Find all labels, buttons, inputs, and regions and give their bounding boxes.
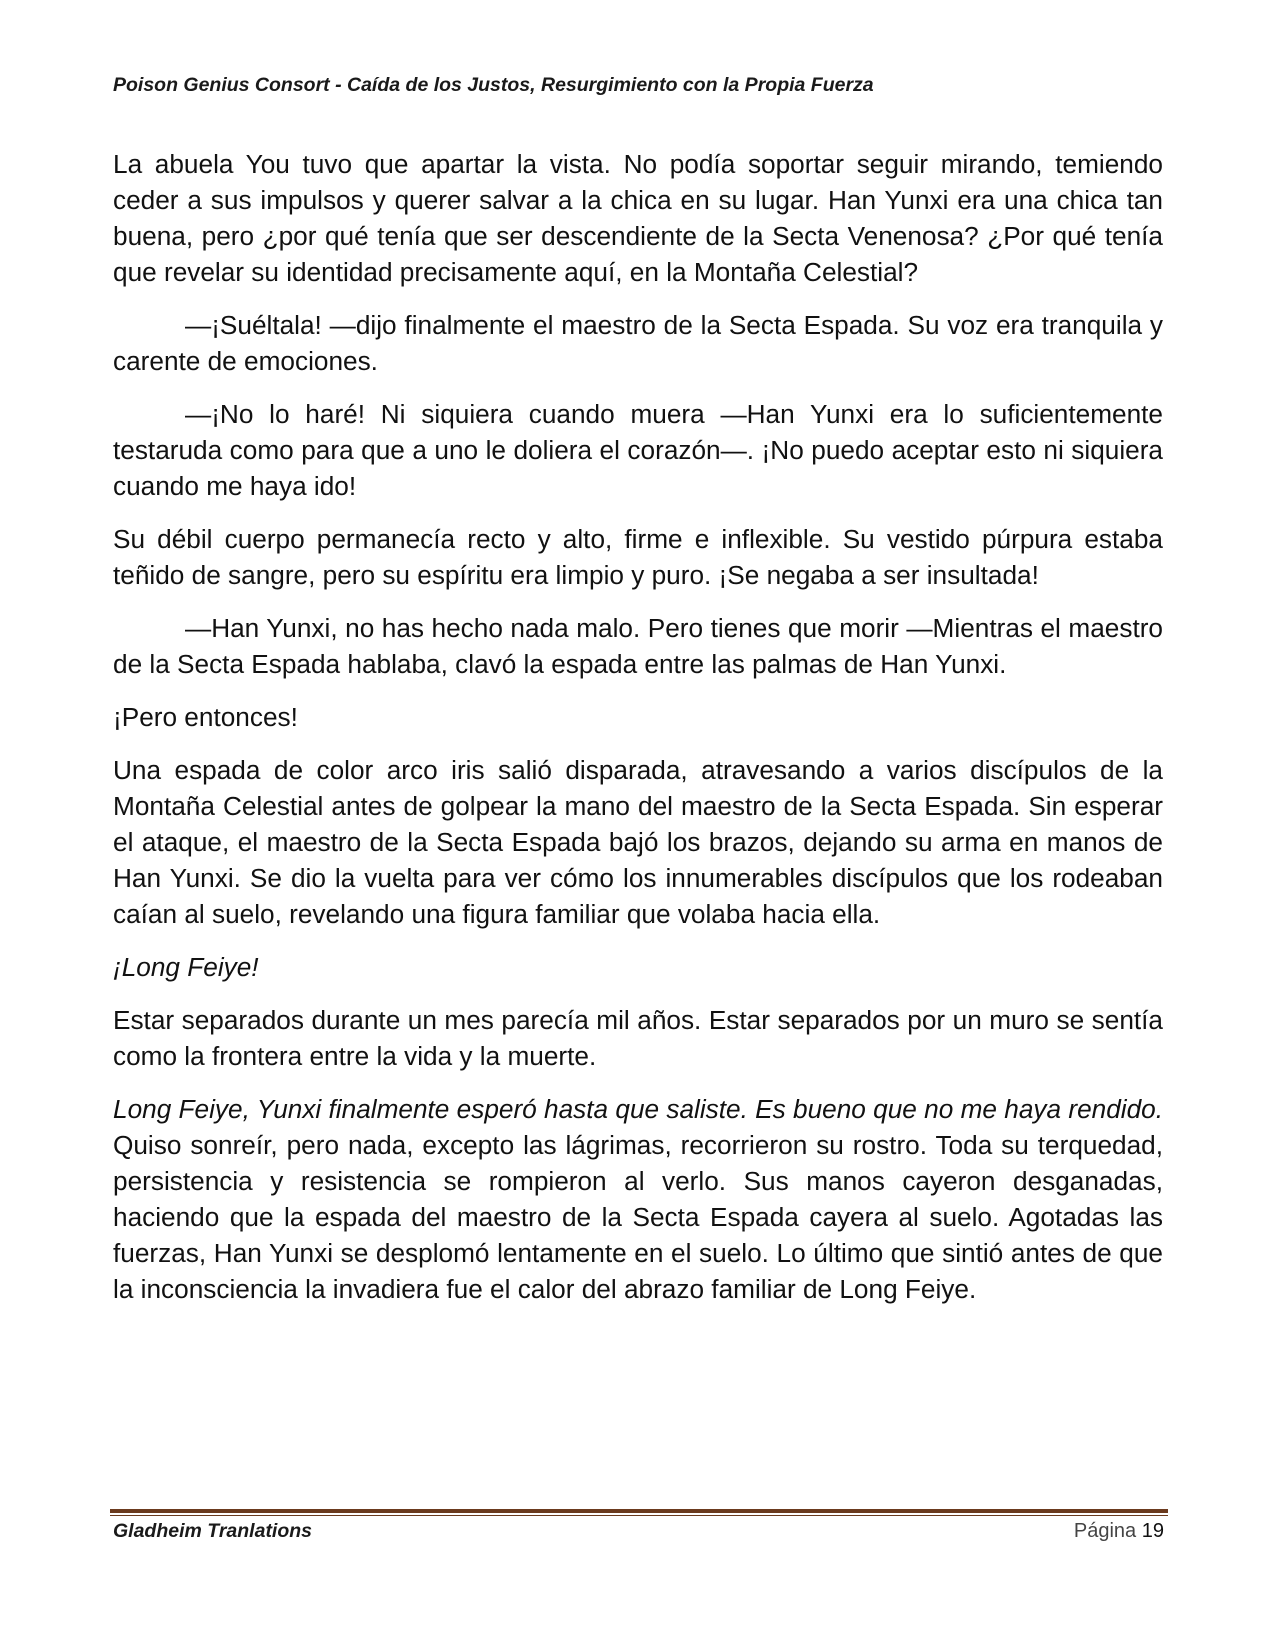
- paragraph: —¡Suéltala! —dijo finalmente el maestro de la Secta Espada. Su voz era tranquila y carente de emociones.: [113, 310, 1163, 376]
- footer-divider-thick: [110, 1509, 1168, 1513]
- paragraph-last: [113, 1091, 1163, 1307]
- paragraph: Su débil cuerpo permanecía recto y alto, firme e inflexible. Su vestido púrpura estaba teñido de sangre, pero su espíritu era limpio y puro. ¡Se negaba a ser insultada!: [113, 524, 1163, 590]
- footer-page-indicator: [1074, 1520, 1164, 1543]
- paragraph: —Han Yunxi, no has hecho nada malo. Pero tienes que morir —Mientras el maestro de la Secta Espada hablaba, clavó la espada entre las palmas de Han Yunxi.: [113, 613, 1163, 679]
- paragraph: Estar separados durante un mes parecía mil años. Estar separados por un muro se sentía como la frontera entre la vida y la muerte.: [113, 1005, 1163, 1071]
- inner-thought-text: Long Feiye, Yunxi finalmente esperó hasta que saliste. Es bueno que no me haya rendido.: [113, 1094, 1163, 1124]
- paragraph: ¡Pero entonces!: [113, 702, 298, 732]
- page-label: Página: [1073, 1520, 1137, 1542]
- chapter-body: [113, 146, 1163, 1324]
- page-number: 19: [1141, 1520, 1164, 1542]
- narration-text: Quiso sonreír, pero nada, excepto las lágrimas, recorrieron su rostro. Toda su terquedad, persistencia y resistencia se rompieron al verlo. Sus manos cayeron desganadas, haciendo que la espada del maestro de la Secta Espada cayera al suelo. Agotadas las fuerzas, Han Yunxi se desplomó lentamente en el suelo. Lo último que sintió antes de que la inconsciencia la invadiera fue el calor del abrazo familiar de Long Feiye.: [113, 1130, 1163, 1304]
- page-header: Poison Genius Consort - Caída de los Justos, Resurgimiento con la Propia Fuerza: [113, 74, 874, 96]
- paragraph: Una espada de color arco iris salió disparada, atravesando a varios discípulos de la Montaña Celestial antes de golpear la mano del maestro de la Secta Espada. Sin esperar el ataque, el maestro de la Secta Espada bajó los brazos, dejando su arma en manos de Han Yunxi. Se dio la vuelta para ver cómo los innumerables discípulos que los rodeaban caían al suelo, revelando una figura familiar que volaba hacia ella.: [113, 755, 1163, 929]
- paragraph: ¡Long Feiye!: [113, 952, 259, 982]
- footer-divider-thin: [110, 1515, 1168, 1516]
- footer-translator-credit: Gladheim Tranlations: [113, 1520, 313, 1542]
- paragraph: La abuela You tuvo que apartar la vista. No podía soportar seguir mirando, temiendo ceder a sus impulsos y querer salvar a la chica en su lugar. Han Yunxi era una chica tan buena, pero ¿por qué tenía que ser descendiente de la Secta Venenosa? ¿Por qué tenía que revelar su identidad precisamente aquí, en la Montaña Celestial?: [113, 149, 1163, 287]
- paragraph: —¡No lo haré! Ni siquiera cuando muera —Han Yunxi era lo suficientemente testaruda como para que a uno le doliera el corazón—. ¡No puedo aceptar esto ni siquiera cuando me haya ido!: [113, 399, 1163, 501]
